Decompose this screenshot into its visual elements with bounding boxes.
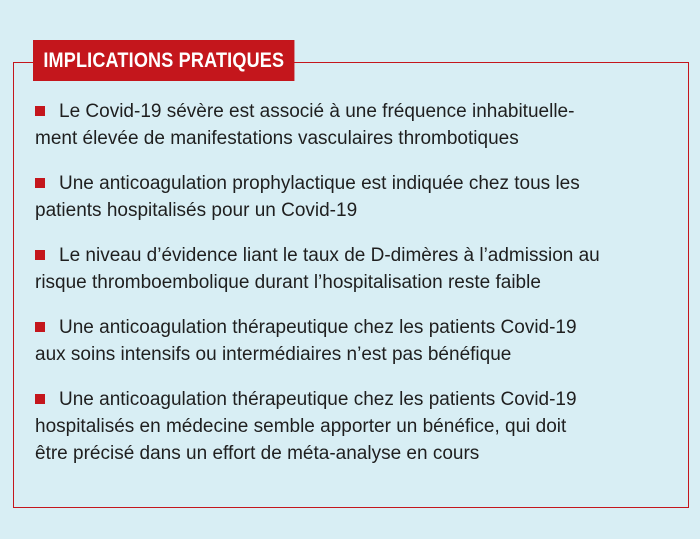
item-line: ment élevée de manifestations vasculaires thrombotiques [35,128,519,149]
item-text: Une anticoagulation prophylactique est indiquée chez tous les [59,173,580,194]
list-item [35,170,655,224]
square-bullet-icon [35,178,45,188]
square-bullet-icon [35,250,45,260]
item-line [35,242,655,269]
item-line: aux soins intensifs ou intermédiaires n’est pas bénéfique [35,344,512,365]
item-line [35,98,655,125]
list-item [35,314,655,368]
item-text: Une anticoagulation thérapeutique chez les patients Covid-19 [59,317,577,338]
implications-list [35,98,655,485]
item-line: hospitalisés en médecine semble apporter un bénéfice, qui doit [35,416,567,437]
item-text: Le niveau d’évidence liant le taux de D-dimères à l’admission au [59,245,600,266]
list-item [35,386,655,467]
item-line: être précisé dans un effort de méta-analyse en cours [35,443,480,464]
list-item [35,98,655,152]
item-text: Une anticoagulation thérapeutique chez les patients Covid-19 [59,389,577,410]
item-line [35,386,655,413]
box-title: IMPLICATIONS PRATIQUES [33,40,295,81]
item-line: patients hospitalisés pour un Covid-19 [35,200,358,221]
item-text: Le Covid-19 sévère est associé à une fréquence inhabituelle- [59,101,575,122]
item-line [35,170,655,197]
square-bullet-icon [35,322,45,332]
square-bullet-icon [35,106,45,116]
item-line [35,314,655,341]
square-bullet-icon [35,394,45,404]
item-line: risque thromboembolique durant l’hospitalisation reste faible [35,272,541,293]
list-item [35,242,655,296]
